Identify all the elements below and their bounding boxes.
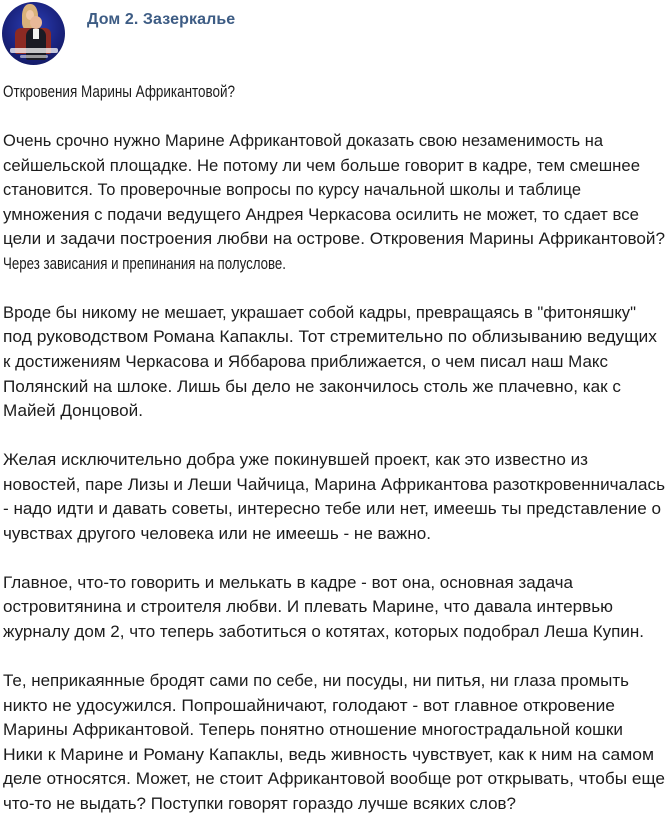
paragraph-line: цели и задачи построения любви на острове. Откровения Марины Африкантовой? [3, 229, 666, 249]
avatar-figure-shirt [33, 29, 39, 39]
paragraph-line: Ники к Марине и Роману Капаклы, ведь живность чувствует, как к ним на самом [3, 744, 655, 764]
paragraph-line: Желая исключительно добра уже покинувшей проект, как это известно из [3, 450, 588, 470]
paragraph-line: Полянский на шлоке. Лишь бы дело не закончилось столь же плачевно, как с [3, 376, 621, 396]
paragraph-line: чувствах другого человека или не имеешь - не важно. [3, 523, 432, 543]
paragraph-line: Очень срочно нужно Марине Африкантовой доказать свою незаменимость на [3, 131, 603, 151]
paragraph-line: становится. То проверочные вопросы по курсу начальной школы и таблице [3, 180, 581, 200]
paragraph-2 [3, 301, 667, 424]
spacer [3, 645, 667, 670]
paragraph-line: новостей, паре Лизы и Леши Чайчица, Марина Африкантова разоткровенничалась [3, 474, 666, 494]
group-avatar[interactable] [2, 2, 65, 65]
paragraph-line: к достижениям Черкасова и Яббарова приближается, о чем писал наш Макс [3, 352, 608, 372]
post-body [3, 80, 667, 816]
paragraph-line: Те, неприкаянные бродят сами по себе, ни посуды, ни питья, ни глаза промыть [3, 671, 629, 691]
paragraph-line: Главное, что-то говорить и мелькать в кадре - вот она, основная задача [3, 572, 573, 592]
paragraph-1 [3, 129, 667, 276]
paragraph-line: журналу дом 2, что теперь заботиться о котятах, которых подобрал Леша Купин. [3, 622, 645, 642]
post-header [0, 0, 670, 72]
avatar-caption [10, 48, 58, 53]
spacer [3, 424, 667, 449]
paragraph-line: деле относятся. Может, не стоит Африкантовой вообще рот открывать, чтобы еще [3, 769, 665, 789]
paragraph-line: сейшельской площадке. Не потому ли чем больше говорит в кадре, тем смешнее [3, 155, 641, 175]
paragraph-line: под руководством Романа Капаклы. Тот стремительно по облизыванию ведущих [3, 327, 658, 347]
paragraph-line: Майей Донцовой. [3, 401, 144, 421]
group-name-link[interactable]: Дом 2. Зазеркалье [87, 11, 236, 28]
paragraph-line: Вроде бы никому не мешает, украшает собой кадры, превращаясь в "фитоняшку" [3, 302, 636, 322]
paragraph-line: островитянина и строителя любви. И плевать Марине, что давала интервью [3, 597, 613, 617]
paragraph-line: - надо идти и давать советы, интересно тебе или нет, имеешь ты представление о [3, 499, 662, 519]
post-title: Откровения Марины Африкантовой? [3, 82, 236, 101]
avatar-caption-sub [20, 55, 48, 58]
spacer [3, 276, 667, 301]
spacer [3, 105, 667, 130]
paragraph-4 [3, 571, 667, 645]
paragraph-line: Через зависания и препинания на полуслове. [3, 253, 286, 273]
paragraph-line: Марины Африкантовой. Теперь понятно отношение многострадальной кошки [3, 720, 623, 740]
paragraph-line: умножения с подачи ведущего Андрея Черкасова осилить не может, то сдает все [3, 204, 639, 224]
paragraph-3 [3, 448, 667, 546]
avatar-figure-head [30, 16, 42, 29]
paragraph-5 [3, 669, 667, 816]
spacer [3, 546, 667, 571]
paragraph-line: никто не удосужился. Попрошайничают, голодают - вот главное откровение [3, 695, 615, 715]
paragraph-line: что-то не выдать? Поступки говорят гораздо лучше всяких слов? [3, 793, 516, 813]
